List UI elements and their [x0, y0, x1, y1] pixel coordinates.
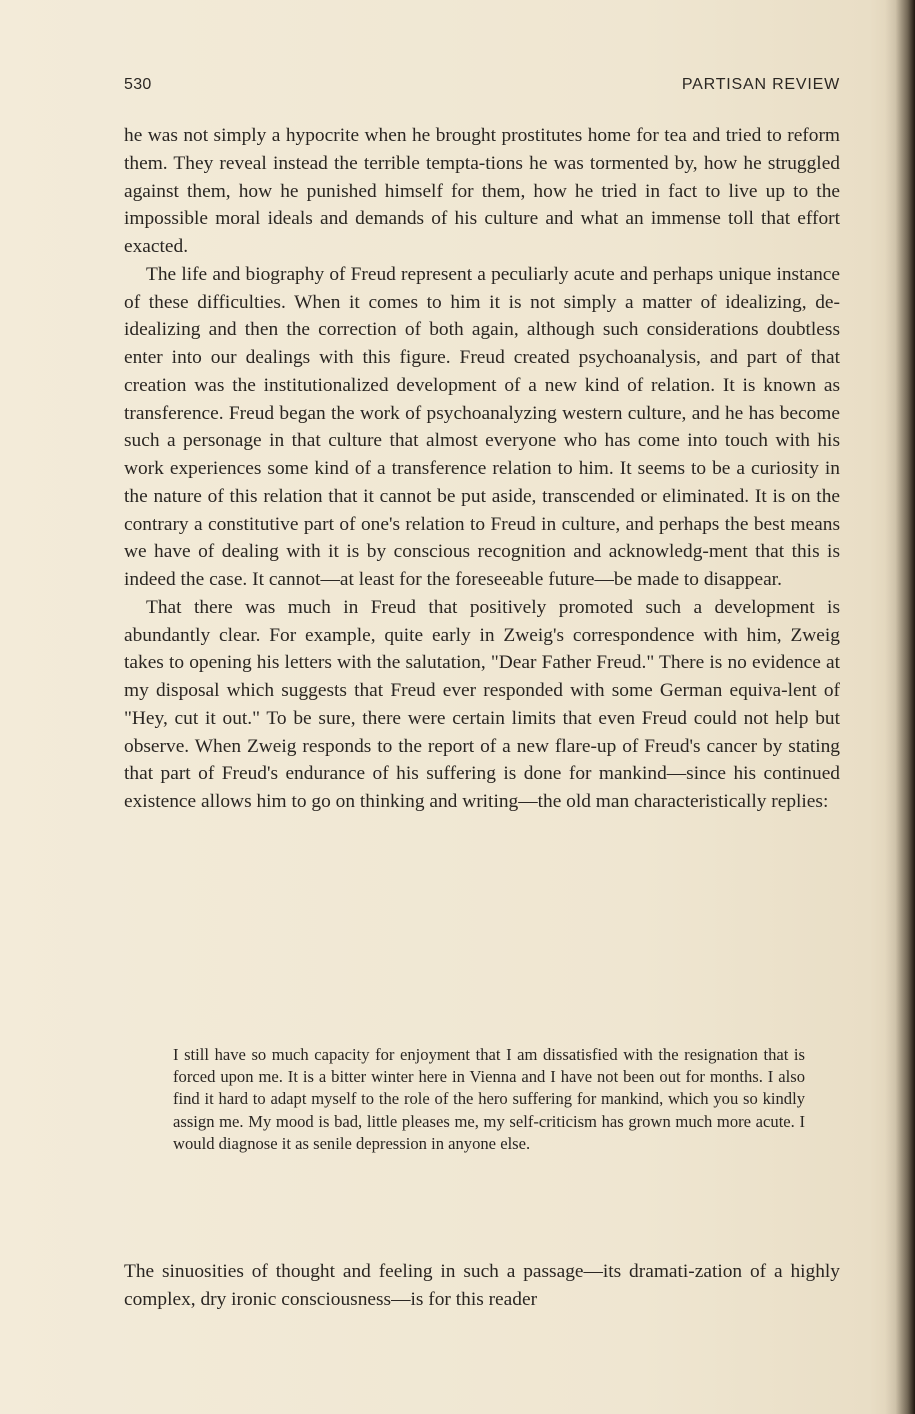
block-quote-text: I still have so much capacity for enjoyment that I am dissatisfied with the resignation that is forced upon me. It is a bitter winter here in Vienna and I have not been out for months. I also find it hard to adapt myself to the role of the hero suffering for mankind, which you so kindly assign me. My mood is bad, little pleases me, my self-criticism has grown much more acute. I would diagnose it as senile depression in anyone else. [173, 1045, 805, 1153]
page-header [124, 76, 840, 98]
paragraph-2: The life and biography of Freud represent a peculiarly acute and perhaps unique instance of these difficulties. When it comes to him it is not simply a matter of idealizing, de-idealizing and then the correction of both again, although such considerations doubtless enter into our dealings with this figure. Freud created psychoanalysis, and part of that creation was the institutionalized development of a new kind of relation. It is known as transference. Freud began the work of psychoanalyzing western culture, and he has become such a personage in that culture that almost everyone who has come into touch with his work experiences some kind of a transference relation to him. It seems to be a curiosity in the nature of this relation that it cannot be put aside, transcended or eliminated. It is on the contrary a constitutive part of one's relation to Freud in culture, and perhaps the best means we have of dealing with it is by conscious recognition and acknowledg-ment that this is indeed the case. It cannot—at least for the foreseeable future—be made to disappear. [124, 263, 840, 590]
page-binding-edge [885, 0, 915, 1414]
block-quote [173, 1044, 805, 1155]
paragraph-1: he was not simply a hypocrite when he brought prostitutes home for tea and tried to reform them. They reveal instead the terrible tempta-tions he was tormented by, how he struggled against them, how he punished himself for them, how he tried in fact to live up to the impossible moral ideals and demands of his culture and what an immense toll that effort exacted. [124, 125, 840, 257]
closing-paragraph: The sinuosities of thought and feeling in such a passage—its dramati-zation of a highly complex, dry ironic consciousness—is for this reader [124, 1261, 840, 1310]
page-number: 530 [124, 76, 152, 93]
running-head: PARTISAN REVIEW [681, 76, 840, 93]
paragraph-3: That there was much in Freud that positively promoted such a development is abundantly clear. For example, quite early in Zweig's correspondence with him, Zweig takes to opening his letters with the salutation, "Dear Father Freud." There is no evidence at my disposal which suggests that Freud ever responded with some German equiva-lent of "Hey, cut it out." To be sure, there were certain limits that even Freud could not help but observe. When Zweig responds to the report of a new flare-up of Freud's cancer by stating that part of Freud's endurance of his suffering is done for mankind—since his continued existence allows him to go on thinking and writing—the old man characteristically replies: [124, 596, 840, 812]
body-text [124, 122, 840, 816]
closing-text [124, 1258, 840, 1314]
